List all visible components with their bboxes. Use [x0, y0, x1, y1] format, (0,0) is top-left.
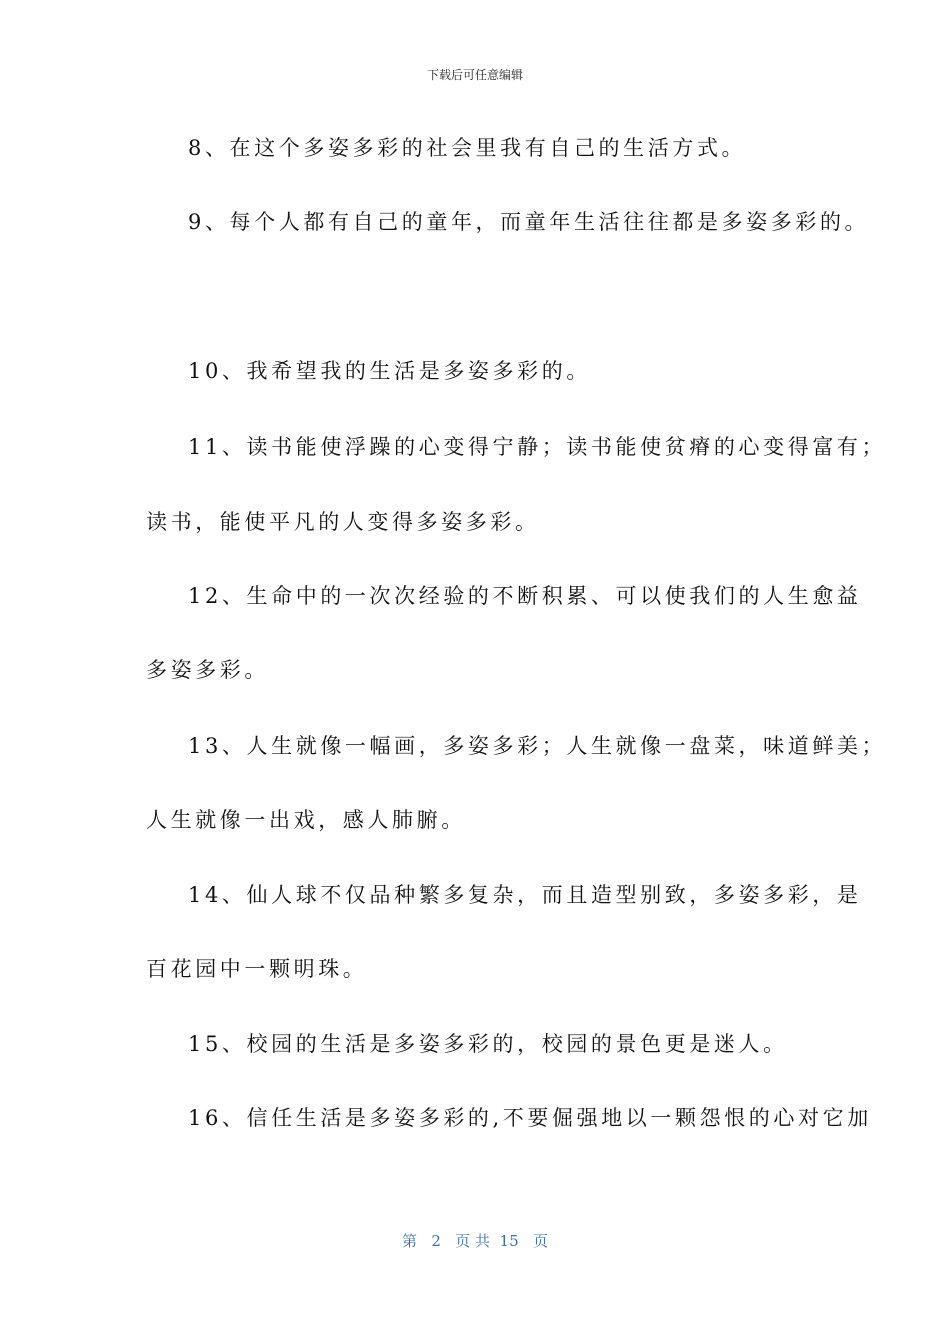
paragraph-line: 多姿多彩。	[146, 658, 269, 682]
paragraph-line: 10、我希望我的生活是多姿多彩的。	[188, 359, 591, 383]
current-page-number: 2	[431, 1232, 441, 1250]
paragraph-line: 15、校园的生活是多姿多彩的，校园的景色更是迷人。	[188, 1032, 788, 1056]
paragraph-line: 8、在这个多姿多彩的社会里我有自己的生活方式。	[188, 136, 747, 160]
paragraph-line: 人生就像一出戏，感人肺腑。	[146, 808, 466, 832]
footer-prefix: 第	[402, 1232, 418, 1250]
page-header: 下载后可任意编辑	[426, 68, 523, 82]
footer-suffix: 页	[532, 1232, 548, 1250]
footer-middle: 页 共	[455, 1232, 490, 1250]
total-pages-number: 15	[499, 1232, 519, 1250]
page-footer	[0, 1230, 950, 1251]
paragraph-line: 14、仙人球不仅品种繁多复杂，而且造型别致，多姿多彩，是	[188, 883, 862, 907]
paragraph-line: 百花园中一颗明珠。	[146, 957, 368, 981]
paragraph-line: 读书，能使平凡的人变得多姿多彩。	[146, 510, 540, 534]
paragraph-line: 16、信任生活是多姿多彩的,不要倔强地以一颗怨恨的心对它加	[188, 1106, 872, 1130]
paragraph-line: 11、读书能使浮躁的心变得宁静；读书能使贫瘠的心变得富有；	[188, 435, 887, 459]
paragraph-line: 9、每个人都有自己的童年，而童年生活往往都是多姿多彩的。	[188, 210, 870, 234]
paragraph-line: 13、人生就像一幅画，多姿多彩；人生就像一盘菜，味道鲜美；	[188, 734, 887, 758]
paragraph-line: 12、生命中的一次次经验的不断积累、可以使我们的人生愈益	[188, 584, 862, 608]
